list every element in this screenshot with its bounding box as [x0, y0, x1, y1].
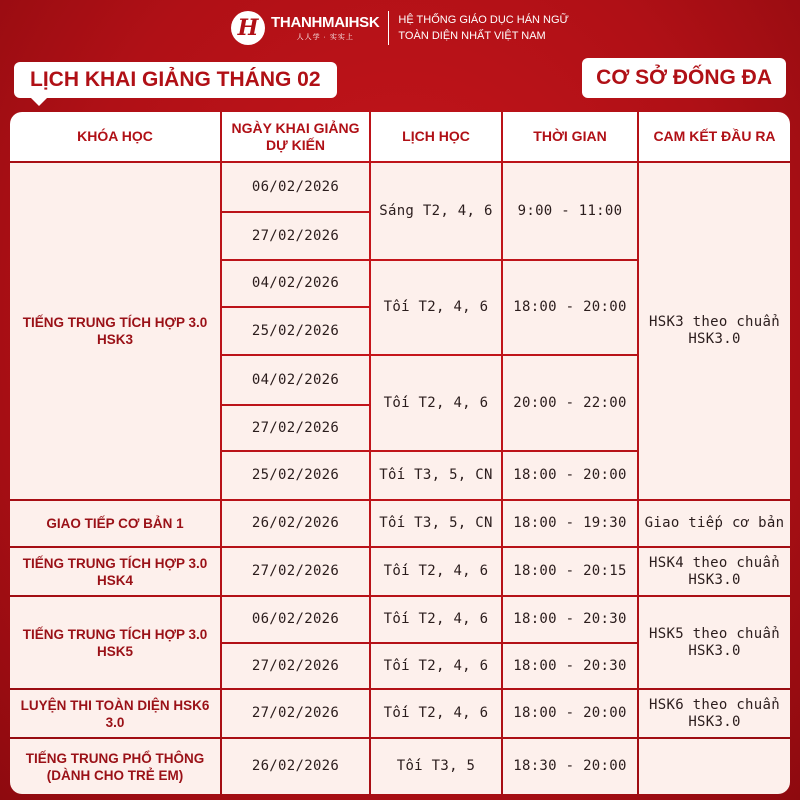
tagline-line-2: TOÀN DIỆN NHẤT VIỆT NAM [398, 30, 546, 42]
start-date-cell: 27/02/2026 [222, 644, 369, 688]
start-date-cell: 27/02/2026 [222, 690, 369, 737]
course-cell: TIẾNG TRUNG TÍCH HỢP 3.0 HSK5 [10, 597, 220, 688]
time-cell: 18:30 - 20:00 [503, 739, 637, 794]
logo [231, 11, 379, 45]
course-cell: LUYỆN THI TOÀN DIỆN HSK6 3.0 [10, 690, 220, 737]
outcome-cell: HSK6 theo chuẩn HSK3.0 [639, 690, 790, 737]
schedule-cell: Tối T3, 5 [371, 739, 501, 794]
col-header-schedule: LỊCH HỌC [371, 112, 501, 161]
start-date-cell: 26/02/2026 [222, 501, 369, 546]
outcome-cell: HSK5 theo chuẩn HSK3.0 [639, 597, 790, 688]
time-cell: 18:00 - 20:00 [503, 690, 637, 737]
campus-label: CƠ SỞ ĐỐNG ĐA [582, 58, 786, 98]
start-date-cell: 25/02/2026 [222, 308, 369, 354]
time-cell: 18:00 - 20:30 [503, 644, 637, 688]
schedule-cell: Tối T2, 4, 6 [371, 644, 501, 688]
start-date-cell: 27/02/2026 [222, 213, 369, 259]
start-date-cell: 27/02/2026 [222, 548, 369, 595]
time-cell: 9:00 - 11:00 [503, 163, 637, 259]
start-date-cell: 27/02/2026 [222, 406, 369, 450]
start-date-cell: 06/02/2026 [222, 163, 369, 211]
course-cell: GIAO TIẾP CƠ BẢN 1 [10, 501, 220, 546]
schedule-cell: Tối T2, 4, 6 [371, 597, 501, 642]
tagline-line-1: HỆ THỐNG GIÁO DỤC HÁN NGỮ [398, 14, 569, 26]
course-cell: TIẾNG TRUNG TÍCH HỢP 3.0 HSK4 [10, 548, 220, 595]
schedule-title: LỊCH KHAI GIẢNG THÁNG 02 [14, 62, 337, 98]
time-cell: 18:00 - 20:30 [503, 597, 637, 642]
time-cell: 18:00 - 20:00 [503, 452, 637, 499]
schedule-cell: Tối T2, 4, 6 [371, 548, 501, 595]
logo-mark-icon: H [231, 11, 265, 45]
tagline [398, 12, 569, 44]
schedule-cell: Tối T2, 4, 6 [371, 690, 501, 737]
schedule-cell: Tối T3, 5, CN [371, 452, 501, 499]
schedule-cell: Tối T2, 4, 6 [371, 356, 501, 450]
col-header-time: THỜI GIAN [503, 112, 637, 161]
page-header [0, 0, 800, 56]
outcome-cell: Giao tiếp cơ bản [639, 501, 790, 546]
start-date-cell: 26/02/2026 [222, 739, 369, 794]
time-cell: 18:00 - 19:30 [503, 501, 637, 546]
schedule-cell: Tối T3, 5, CN [371, 501, 501, 546]
outcome-cell: HSK3 theo chuẩn HSK3.0 [639, 163, 790, 499]
start-date-cell: 25/02/2026 [222, 452, 369, 499]
outcome-cell: HSK4 theo chuẩn HSK3.0 [639, 548, 790, 595]
start-date-cell: 06/02/2026 [222, 597, 369, 642]
time-cell: 20:00 - 22:00 [503, 356, 637, 450]
outcome-cell [639, 739, 790, 794]
schedule-cell: Tối T2, 4, 6 [371, 261, 501, 354]
brand-slogan: 人人学 · 实实上 [296, 34, 354, 41]
time-cell: 18:00 - 20:00 [503, 261, 637, 354]
brand-name: THANHMAIHSK [271, 14, 380, 31]
start-date-cell: 04/02/2026 [222, 356, 369, 404]
time-cell: 18:00 - 20:15 [503, 548, 637, 595]
schedule-table [10, 112, 790, 794]
schedule-cell: Sáng T2, 4, 6 [371, 163, 501, 259]
col-header-course: KHÓA HỌC [10, 112, 220, 161]
start-date-cell: 04/02/2026 [222, 261, 369, 306]
course-cell: TIẾNG TRUNG TÍCH HỢP 3.0 HSK3 [10, 163, 220, 499]
col-header-outcome: CAM KẾT ĐẦU RA [639, 112, 790, 161]
course-cell: TIẾNG TRUNG PHỔ THÔNG (DÀNH CHO TRẺ EM) [10, 739, 220, 794]
col-header-start-date: NGÀY KHAI GIẢNG DỰ KIẾN [222, 112, 369, 161]
header-divider [388, 11, 389, 45]
